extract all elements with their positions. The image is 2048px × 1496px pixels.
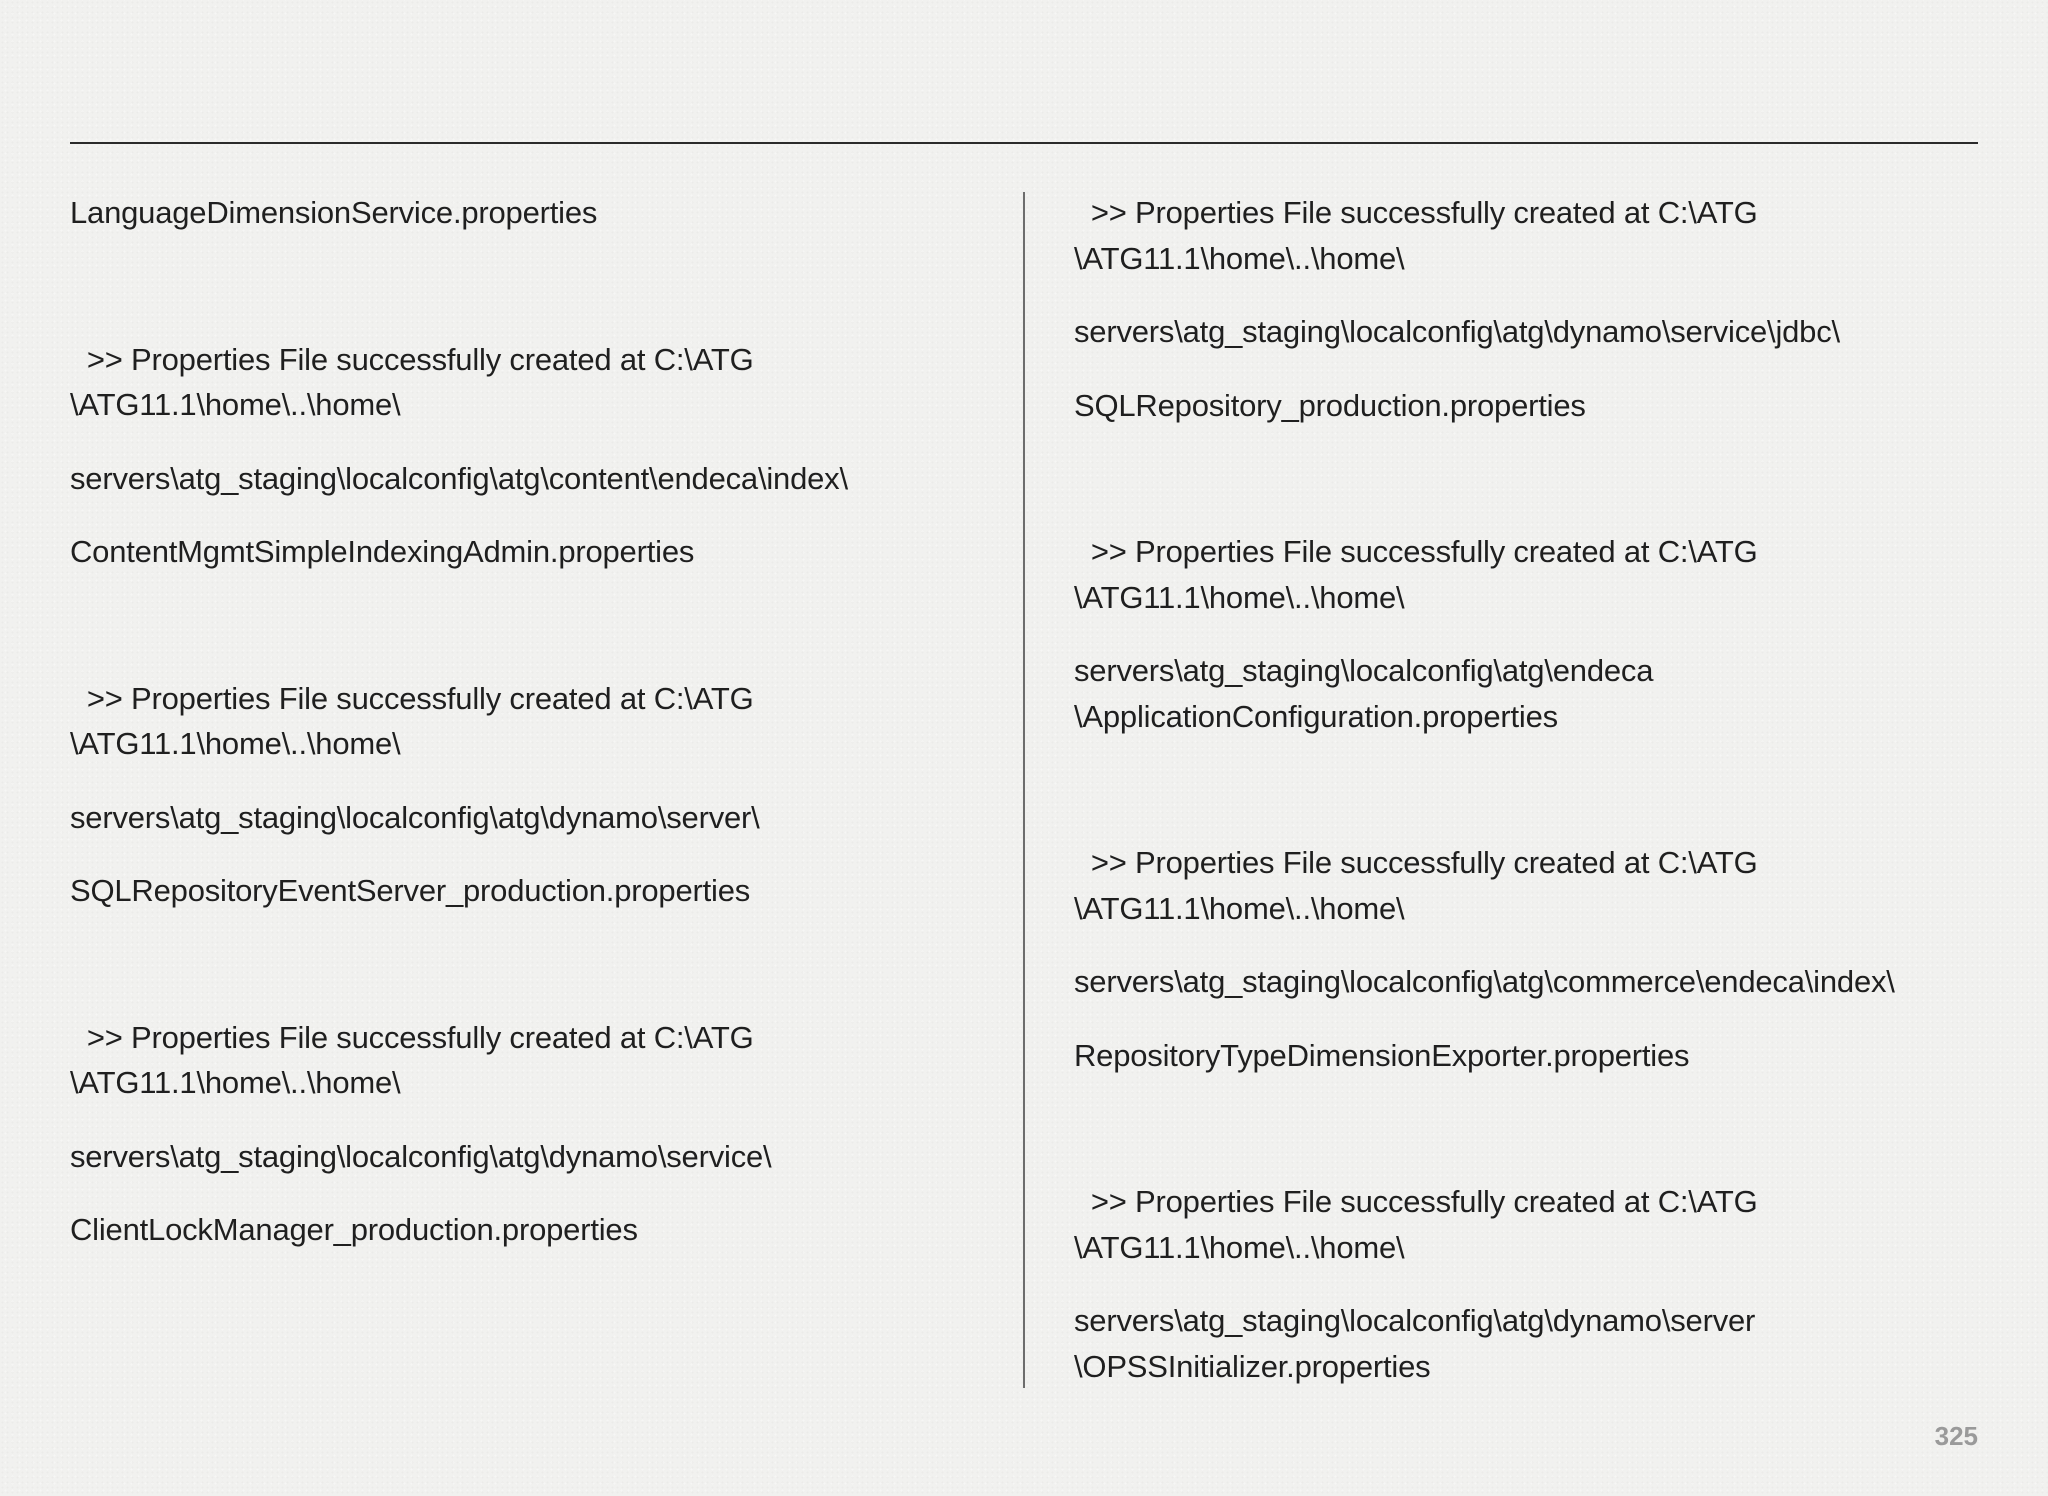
left-column bbox=[70, 190, 1000, 1253]
right-column bbox=[1074, 190, 1984, 1389]
log-path: servers\atg_staging\localconfig\atg\content\endeca\index\ bbox=[70, 460, 848, 496]
log-file: ClientLockManager_production.properties bbox=[70, 1212, 638, 1247]
log-file: SQLRepositoryEventServer_production.properties bbox=[70, 873, 751, 908]
log-path: servers\atg_staging\localconfig\atg\dynamo\service\ bbox=[70, 1138, 772, 1174]
log-message-line-2: \ATG11.1\home\..\home\ bbox=[1074, 1229, 1405, 1265]
log-message-line-1: >> Properties File successfully created at C:\ATG bbox=[1074, 1184, 1758, 1219]
log-path: servers\atg_staging\localconfig\atg\commerce\endeca\index\ bbox=[1074, 964, 1895, 999]
log-file: ContentMgmtSimpleIndexingAdmin.properties bbox=[70, 534, 695, 569]
page-number: 325 bbox=[1934, 1421, 1978, 1451]
log-file: SQLRepository_production.properties bbox=[1074, 387, 1586, 423]
log-entry bbox=[1074, 1179, 1984, 1389]
log-file: RepositoryTypeDimensionExporter.properties bbox=[1074, 1037, 1690, 1073]
log-message-line-2: \ATG11.1\home\..\home\ bbox=[70, 726, 401, 761]
log-message-line-2: \ATG11.1\home\..\home\ bbox=[70, 387, 401, 422]
log-file: \ApplicationConfiguration.properties bbox=[1074, 698, 1558, 734]
log-message-line-1: >> Properties File successfully created at C:\ATG bbox=[1074, 534, 1758, 569]
header-rule bbox=[70, 142, 1978, 144]
column-divider bbox=[1023, 192, 1025, 1388]
log-message-line-1: >> Properties File successfully created at C:\ATG bbox=[70, 680, 754, 716]
log-message-line-2: \ATG11.1\home\..\home\ bbox=[1074, 890, 1405, 926]
log-message-line-2: \ATG11.1\home\..\home\ bbox=[1074, 240, 1405, 276]
log-entry bbox=[1074, 840, 1984, 1078]
intro-line: LanguageDimensionService.properties bbox=[70, 195, 598, 230]
log-message-line-2: \ATG11.1\home\..\home\ bbox=[70, 1065, 401, 1100]
log-entry bbox=[70, 1015, 1000, 1253]
log-entry bbox=[1074, 190, 1984, 428]
log-path: servers\atg_staging\localconfig\atg\endeca bbox=[1074, 653, 1654, 688]
log-message-line-1: >> Properties File successfully created at C:\ATG bbox=[1074, 195, 1758, 230]
log-message-line-1: >> Properties File successfully created at C:\ATG bbox=[70, 1019, 754, 1055]
log-message-line-2: \ATG11.1\home\..\home\ bbox=[1074, 579, 1405, 615]
log-path: servers\atg_staging\localconfig\atg\dynamo\server bbox=[1074, 1303, 1756, 1338]
log-entry bbox=[70, 337, 1000, 575]
log-message-line-1: >> Properties File successfully created at C:\ATG bbox=[70, 341, 754, 377]
log-entry bbox=[1074, 529, 1984, 739]
log-path: servers\atg_staging\localconfig\atg\dynamo\server\ bbox=[70, 799, 760, 835]
log-file: \OPSSInitializer.properties bbox=[1074, 1348, 1431, 1384]
log-path: servers\atg_staging\localconfig\atg\dynamo\service\jdbc\ bbox=[1074, 314, 1840, 349]
log-message-line-1: >> Properties File successfully created at C:\ATG bbox=[1074, 845, 1758, 880]
log-entry bbox=[70, 676, 1000, 914]
